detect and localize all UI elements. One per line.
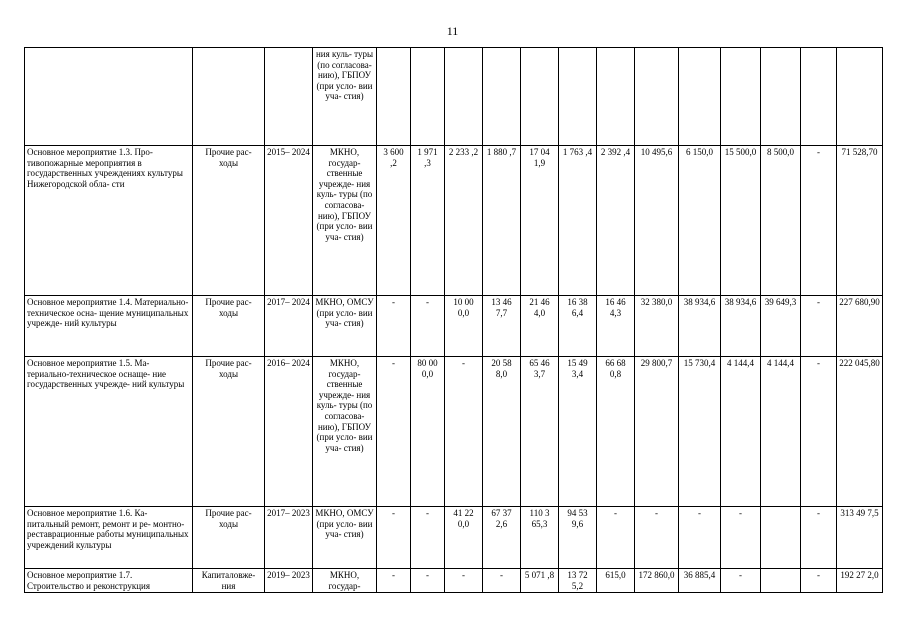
row-value: 38 934,6	[721, 296, 761, 357]
row-value: -	[801, 357, 837, 507]
table-row	[25, 48, 883, 146]
row-value	[521, 48, 559, 146]
row-years: 2017– 2023	[265, 507, 313, 569]
row-category: Прочие рас- ходы	[193, 357, 265, 507]
row-value: -	[597, 507, 635, 569]
row-value: 192 27 2,0	[837, 569, 883, 593]
row-value: 67 37 2,6	[483, 507, 521, 569]
row-value: -	[445, 357, 483, 507]
row-value: -	[377, 507, 411, 569]
row-value: 29 800,7	[635, 357, 679, 507]
row-value: 38 934,6	[679, 296, 721, 357]
table-row	[25, 357, 883, 507]
row-name: Основное мероприятие 1.4. Материально-техническое осна- щение муниципальных учрежде- ний культуры	[25, 296, 193, 357]
row-value	[837, 48, 883, 146]
table-row	[25, 507, 883, 569]
row-value	[483, 48, 521, 146]
row-name: Основное мероприятие 1.5. Ма- териально-техническое оснаще- ние государственных учрежде- ний культуры	[25, 357, 193, 507]
row-value: -	[411, 507, 445, 569]
row-value: 36 885,4	[679, 569, 721, 593]
row-value: 227 680,90	[837, 296, 883, 357]
row-value: 13 46 7,7	[483, 296, 521, 357]
row-years: 2017– 2024	[265, 296, 313, 357]
row-category: Прочие рас- ходы	[193, 296, 265, 357]
row-value: -	[445, 569, 483, 593]
row-value: 15 49 3,4	[559, 357, 597, 507]
row-name: Основное мероприятие 1.3. Про- тивопожарные мероприятия в государственных учреждениях культуры Нижегородской обла- сти	[25, 146, 193, 296]
table-row	[25, 296, 883, 357]
row-value: 65 46 3,7	[521, 357, 559, 507]
row-value: -	[377, 357, 411, 507]
row-value	[411, 48, 445, 146]
row-value: 20 58 8,0	[483, 357, 521, 507]
row-value: 615,0	[597, 569, 635, 593]
row-value: 16 38 6,4	[559, 296, 597, 357]
row-value	[761, 507, 801, 569]
row-value: 172 860,0	[635, 569, 679, 593]
table-row	[25, 146, 883, 296]
row-name: Основное мероприятие 1.6. Ка- питальный ремонт, ремонт и ре- монтно-реставрационные работы муниципальных учреждений культуры	[25, 507, 193, 569]
row-value: 41 22 0,0	[445, 507, 483, 569]
row-value: 15 500,0	[721, 146, 761, 296]
row-value: -	[721, 569, 761, 593]
row-value: -	[483, 569, 521, 593]
row-value	[801, 48, 837, 146]
row-value: 71 528,70	[837, 146, 883, 296]
row-executor: МКНО, ОМСУ (при усло- вии уча- стия)	[313, 296, 377, 357]
row-value: 13 72 5,2	[559, 569, 597, 593]
budget-table	[24, 47, 883, 593]
row-category: Прочие рас- ходы	[193, 146, 265, 296]
row-value: 39 649,3	[761, 296, 801, 357]
row-value	[445, 48, 483, 146]
row-category: Прочие рас- ходы	[193, 507, 265, 569]
row-years	[265, 48, 313, 146]
row-value: 80 00 0,0	[411, 357, 445, 507]
row-executor: МКНО, государ- ственные учрежде- ния куль- туры (по согласова- нию), ГБПОУ (при усло- вии уча- стия)	[313, 357, 377, 507]
row-value: -	[635, 507, 679, 569]
row-value: -	[801, 507, 837, 569]
row-value	[721, 48, 761, 146]
row-value: -	[679, 507, 721, 569]
row-category: Капиталовже- ния	[193, 569, 265, 593]
row-value	[635, 48, 679, 146]
row-value: 3 600 ,2	[377, 146, 411, 296]
row-executor: МКНО, государ- ственные учрежде- ния куль- туры (по согласова- нию), ГБПОУ (при усло- вии уча- стия)	[313, 146, 377, 296]
page-number: 11	[446, 24, 459, 38]
row-value: 2 392 ,4	[597, 146, 635, 296]
row-value	[597, 48, 635, 146]
row-value: 15 730,4	[679, 357, 721, 507]
row-value: 2 233 ,2	[445, 146, 483, 296]
row-value: 6 150,0	[679, 146, 721, 296]
row-name: Основное мероприятие 1.7. Строительство и реконструкция	[25, 569, 193, 593]
row-value: 10 00 0,0	[445, 296, 483, 357]
row-value: -	[411, 569, 445, 593]
row-value: -	[801, 296, 837, 357]
row-value: -	[721, 507, 761, 569]
row-value: -	[411, 296, 445, 357]
row-value: 32 380,0	[635, 296, 679, 357]
row-years: 2016– 2024	[265, 357, 313, 507]
row-value: 66 68 0,8	[597, 357, 635, 507]
table-row	[25, 569, 883, 593]
row-value: 1 880 ,7	[483, 146, 521, 296]
row-value	[377, 48, 411, 146]
row-value: 16 46 4,3	[597, 296, 635, 357]
row-value: 4 144,4	[761, 357, 801, 507]
row-executor: МКНО, ОМСУ (при усло- вии уча- стия)	[313, 507, 377, 569]
row-value: 1 971 ,3	[411, 146, 445, 296]
row-value	[761, 48, 801, 146]
row-value	[559, 48, 597, 146]
row-value: -	[377, 569, 411, 593]
row-value: 110 3 65,3	[521, 507, 559, 569]
row-value: 4 144,4	[721, 357, 761, 507]
row-executor: ния куль- туры (по согласова- нию), ГБПОУ (при усло- вии уча- стия)	[313, 48, 377, 146]
row-value	[761, 569, 801, 593]
row-value	[679, 48, 721, 146]
row-value: 1 763 ,4	[559, 146, 597, 296]
row-value: 10 495,6	[635, 146, 679, 296]
row-executor: МКНО, государ-	[313, 569, 377, 593]
row-value: -	[801, 569, 837, 593]
row-name	[25, 48, 193, 146]
row-value: 17 04 1,9	[521, 146, 559, 296]
row-value: 21 46 4,0	[521, 296, 559, 357]
row-value: -	[377, 296, 411, 357]
row-value: 222 045,80	[837, 357, 883, 507]
row-value: 5 071 ,8	[521, 569, 559, 593]
row-years: 2019– 2023	[265, 569, 313, 593]
row-value: 94 53 9,6	[559, 507, 597, 569]
row-value: 8 500,0	[761, 146, 801, 296]
row-value: 313 49 7,5	[837, 507, 883, 569]
row-category	[193, 48, 265, 146]
row-years: 2015– 2024	[265, 146, 313, 296]
row-value: -	[801, 146, 837, 296]
